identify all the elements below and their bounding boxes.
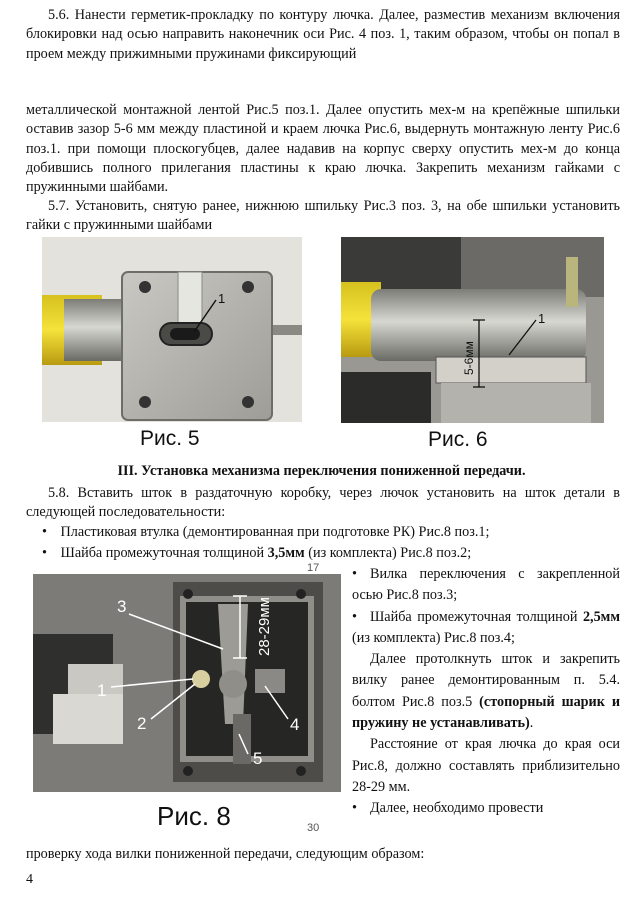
paragraph-5-6b-text: металлической монтажной лентой Рис.5 поз.1. Далее опустить мех-м на крепёжные шпильки оставив зазор 5-6 мм между пластиной и краем лючка Рис.6, выдернуть монтажную ленту Рис.6 поз.1. при помощи плоскогубцев, далее надавив на корпус сверху опустить мех-м до конца добившись полного прилегания пластины к краю лючка. Закрепить механизм гайками с пружинными шайбами.	[26, 102, 620, 196]
side-bullet-3	[352, 564, 620, 607]
side-bullet-4	[352, 607, 620, 650]
figure-6-photo	[341, 237, 604, 423]
figure-8-photo	[33, 574, 341, 792]
bullet-item-2-text: Шайба промежуточная толщиной	[60, 545, 268, 561]
paragraph-5-6	[26, 6, 620, 64]
side-paragraph-2	[352, 734, 620, 798]
figure-6-label-1: 1	[538, 311, 546, 326]
figure-6-caption: Рис. 6	[428, 428, 488, 451]
paragraph-5-8	[26, 484, 620, 522]
bullet-item-2-bold: 3,5мм	[267, 545, 305, 561]
side-paragraph-2-text: Расстояние от края лючка до края оси Рис.8, должно составлять приблизительно 28-29 мм.	[352, 736, 620, 795]
side-paragraph-1-tail: .	[529, 715, 534, 732]
paragraph-5-8-text: 5.8. Вставить шток в раздаточную коробку, через лючок установить на шток детали в следующей последовательности:	[26, 485, 620, 520]
side-bullet-3-text: Вилка переключения с закрепленной осью Рис.8 поз.3;	[352, 566, 620, 604]
side-bullet-5-text: Далее, необходимо провести	[370, 800, 544, 817]
figure-8-label-5: 5	[253, 749, 263, 768]
figure-8-dimension: 28-29мм	[256, 597, 273, 656]
figure-5-caption: Рис. 5	[140, 427, 200, 450]
side-paragraph-1-text: Далее протолкнуть шток и закрепить вилку ранее демонтированным п. 5.4. болтом Рис.8 поз.5	[352, 651, 620, 710]
paragraph-5-6-continued	[26, 101, 620, 197]
bullet-item-2	[42, 544, 471, 563]
page-number: 4	[26, 872, 33, 887]
bullet-item-1-text: Пластиковая втулка (демонтированная при подготовке РК) Рис.8 поз.1;	[60, 524, 490, 540]
figure-5-label-1: 1	[218, 291, 226, 306]
side-bullet-5	[352, 798, 620, 819]
figure-8-illustration	[33, 574, 341, 792]
side-bullet-4-tail: (из комплекта) Рис.8 поз.4;	[352, 629, 515, 646]
figure-8-label-4: 4	[290, 715, 300, 734]
figure-8-caption: Рис. 8	[157, 801, 231, 831]
side-bullet-4-text: Шайба промежуточная толщиной	[370, 608, 583, 625]
stray-number-17: 17	[307, 562, 320, 574]
paragraph-5-7-text: 5.7. Установить, снятую ранее, нижнюю шпильку Рис.3 поз. 3, на обе шпильки установить гайки с пружинными шайбами	[26, 198, 620, 234]
figure-8-label-3: 3	[117, 597, 127, 616]
paragraph-5-6-text: 5.6. Нанести герметик-прокладку по контуру лючка. Далее, разместив механизм включения блокировки над осью направить наконечник оси Рис. 4 поз. 1, таким образом, чтобы он попал в проем между прижимными пружинами фиксирующий	[26, 7, 620, 62]
bullet-dot-icon: •	[352, 608, 357, 625]
figure-6-illustration	[341, 237, 604, 423]
section-heading: III. Установка механизма переключения пониженной передачи.	[117, 463, 526, 479]
side-paragraph-1-bold: (стопорный шарик и пружину не устанавливать)	[352, 693, 621, 732]
stray-number-30: 30	[307, 822, 320, 834]
figure-5-photo	[42, 237, 302, 422]
bullet-dot-icon: •	[42, 545, 47, 561]
figure-8-label-1: 1	[97, 681, 107, 700]
bullet-item-1	[42, 523, 489, 542]
bullet-dot-icon: •	[352, 800, 357, 817]
bullet-item-2-tail: (из комплекта) Рис.8 поз.2;	[304, 545, 472, 561]
bullet-dot-icon: •	[42, 524, 47, 540]
side-paragraph-1	[352, 649, 620, 734]
bullet-dot-icon: •	[352, 566, 357, 582]
last-line: проверку хода вилки пониженной передачи, следующим образом:	[26, 846, 425, 862]
side-column	[352, 564, 620, 820]
figure-6-dimension: 5-6мм	[462, 341, 476, 375]
side-bullet-4-bold: 2,5мм	[582, 608, 620, 625]
paragraph-5-7	[26, 197, 620, 236]
figure-5-illustration	[42, 237, 302, 422]
figure-8-label-2: 2	[137, 714, 147, 733]
